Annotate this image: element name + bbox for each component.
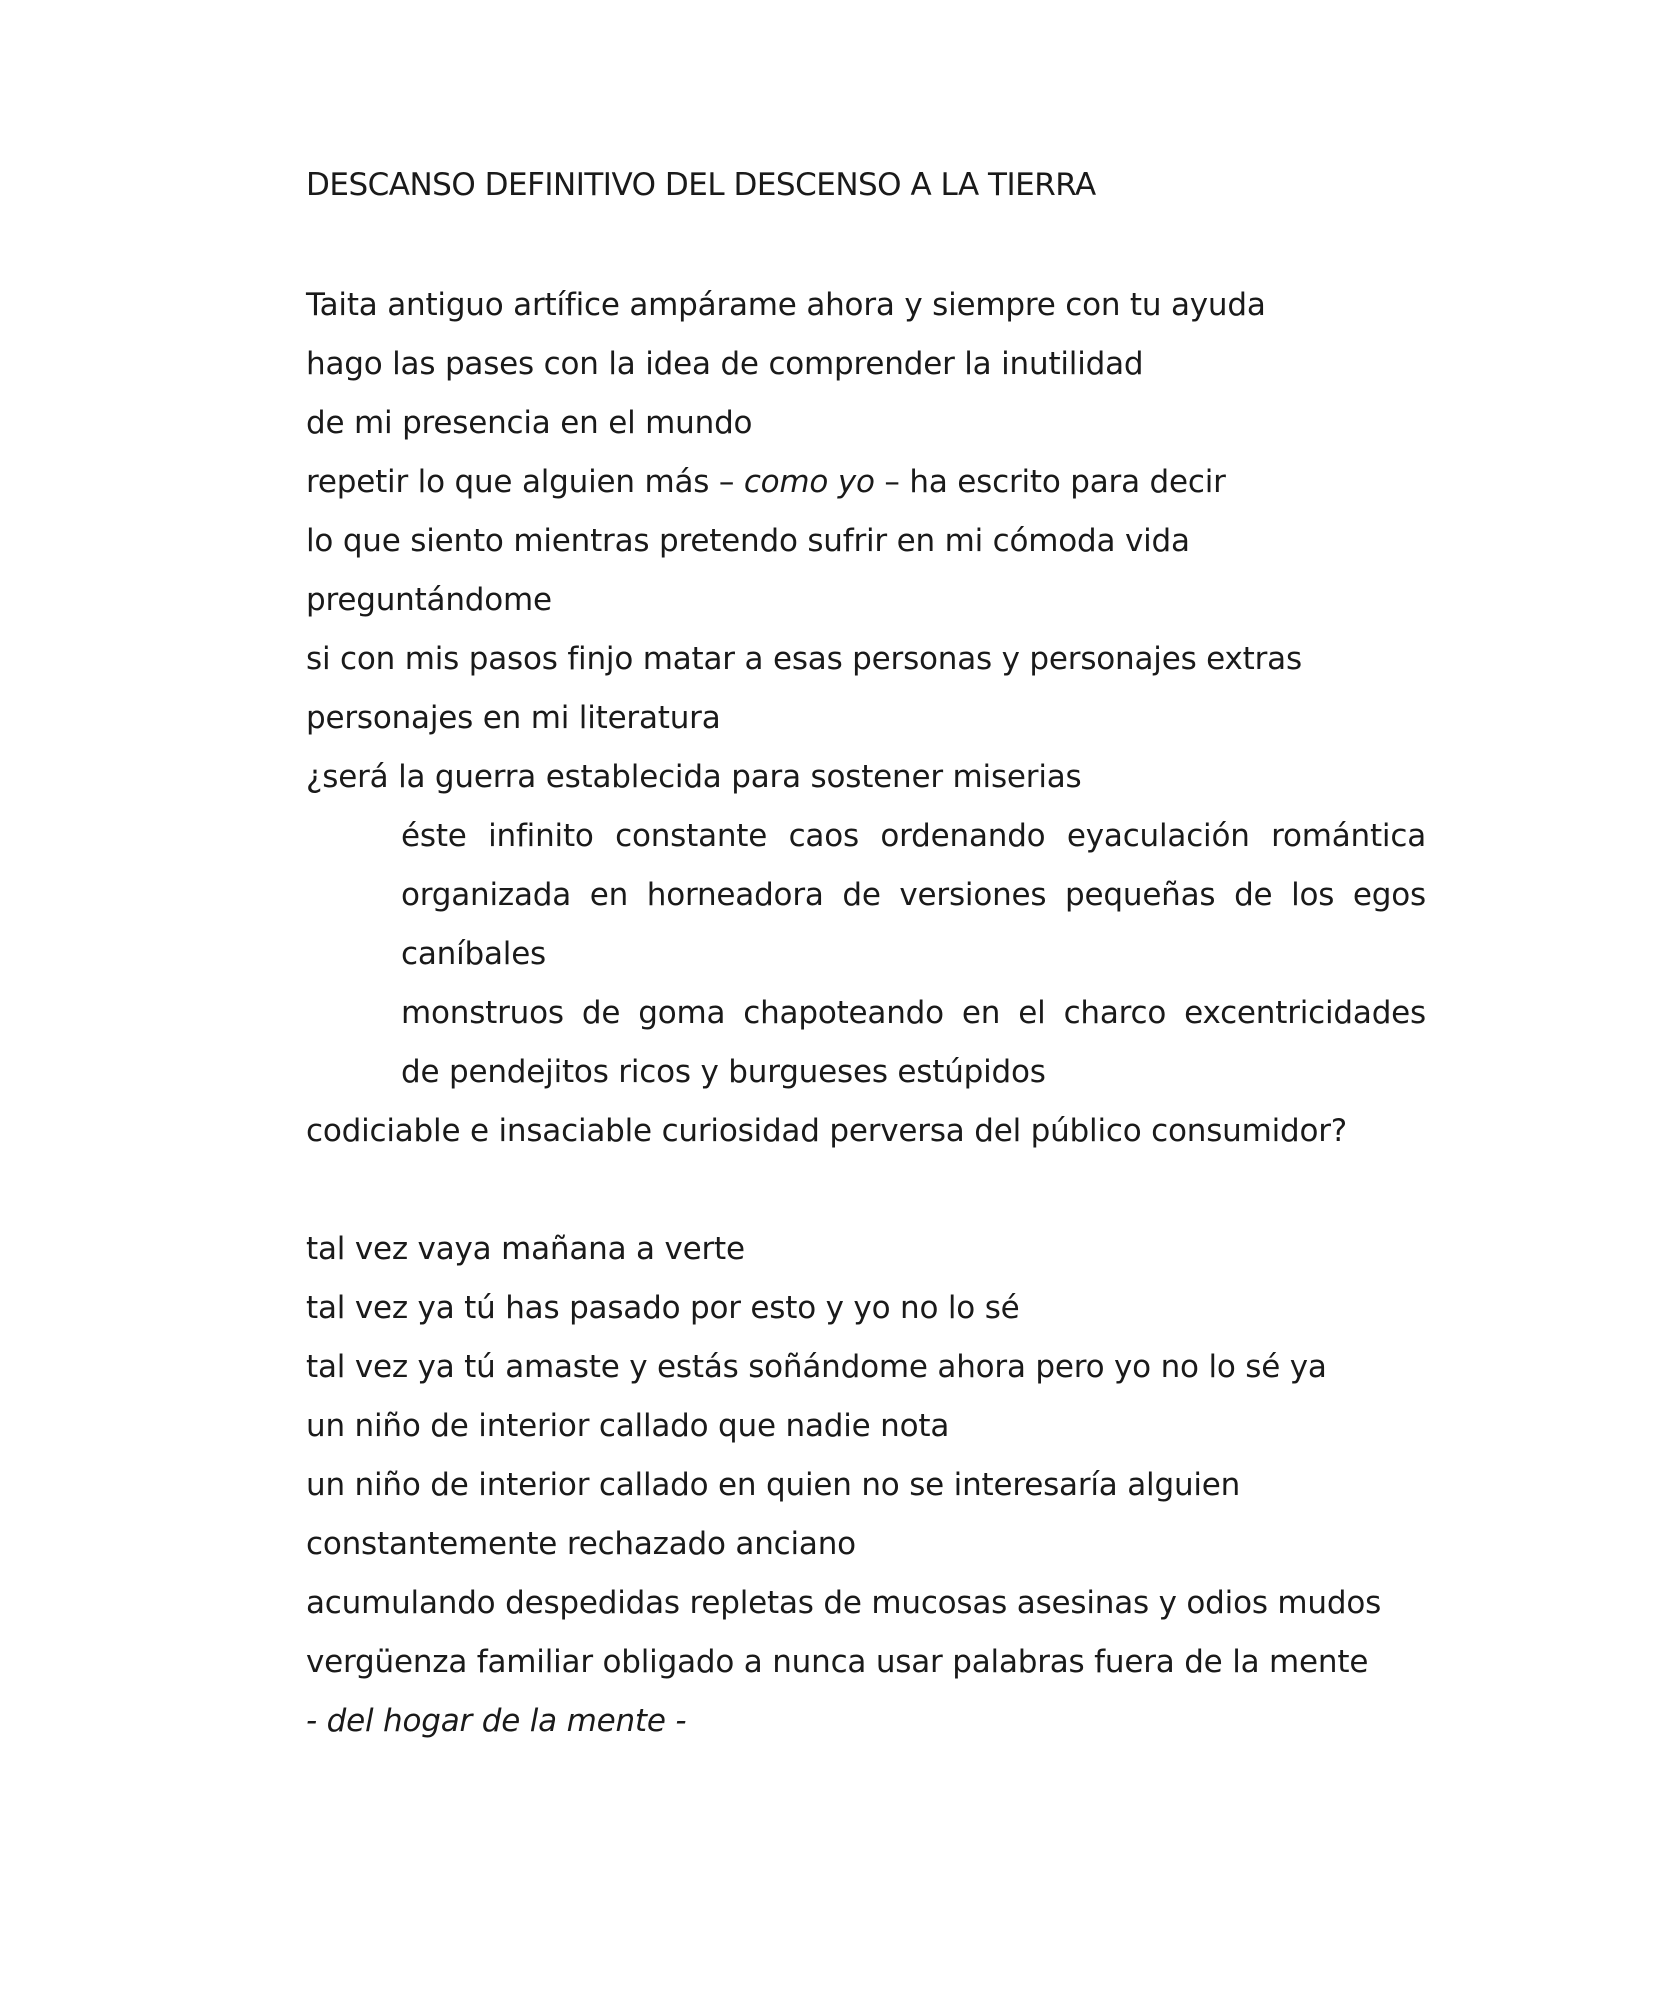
poem-title: DESCANSO DEFINITIVO DEL DESCENSO A LA TIERRA — [306, 167, 1096, 203]
poem-line: de mi presencia en el mundo — [306, 405, 753, 441]
indented-line: monstruos de goma chapoteando en el charco excentricidades — [401, 995, 1426, 1031]
indented-line: caníbales — [401, 936, 547, 972]
poem-line: ¿será la guerra establecida para sostener miserias — [306, 759, 1082, 795]
italic-phrase: como yo — [743, 464, 875, 500]
poem-line — [306, 453, 1426, 512]
poem-line: vergüenza familiar obligado a nunca usar palabras fuera de la mente — [306, 1644, 1369, 1680]
indented-line: éste infinito constante caos ordenando eyaculación romántica — [401, 818, 1426, 854]
poem-line: tal vez vaya mañana a verte — [306, 1231, 745, 1267]
poem-line: un niño de interior callado que nadie nota — [306, 1408, 950, 1444]
poem-line: tal vez ya tú amaste y estás soñándome ahora pero yo no lo sé ya — [306, 1349, 1327, 1385]
poem-line: Taita antiguo artífice ampárame ahora y siempre con tu ayuda — [306, 287, 1266, 323]
stanza-2 — [306, 1220, 1426, 1751]
poem-line: codiciable e insaciable curiosidad perversa del público consumidor? — [306, 1113, 1348, 1149]
indented-line: organizada en horneadora de versiones pequeñas de los egos — [401, 877, 1426, 913]
poem-line: un niño de interior callado en quien no se interesaría alguien — [306, 1467, 1241, 1503]
indented-passage — [401, 807, 1426, 1102]
poem-line — [306, 1692, 1426, 1751]
poem-line-text: – ha escrito para decir — [874, 464, 1226, 500]
stanza-gap — [306, 1161, 1426, 1220]
italic-line: - del hogar de la mente - — [306, 1703, 687, 1739]
poem-line: acumulando despedidas repletas de mucosas asesinas y odios mudos — [306, 1585, 1382, 1621]
stanza-1 — [306, 276, 1426, 1161]
poem-line: lo que siento mientras pretendo sufrir en mi cómoda vida — [306, 523, 1190, 559]
poem-line-text: repetir lo que alguien más – — [306, 464, 744, 500]
poem-line: constantemente rechazado anciano — [306, 1526, 856, 1562]
poem-line: si con mis pasos finjo matar a esas personas y personajes extras — [306, 641, 1302, 677]
poem-line: preguntándome — [306, 582, 552, 618]
poem-line: personajes en mi literatura — [306, 700, 721, 736]
poem-line: tal vez ya tú has pasado por esto y yo no lo sé — [306, 1290, 1020, 1326]
poem-body — [306, 156, 1426, 1751]
indented-line: de pendejitos ricos y burgueses estúpidos — [401, 1054, 1046, 1090]
poem-line: hago las pases con la idea de comprender la inutilidad — [306, 346, 1144, 382]
